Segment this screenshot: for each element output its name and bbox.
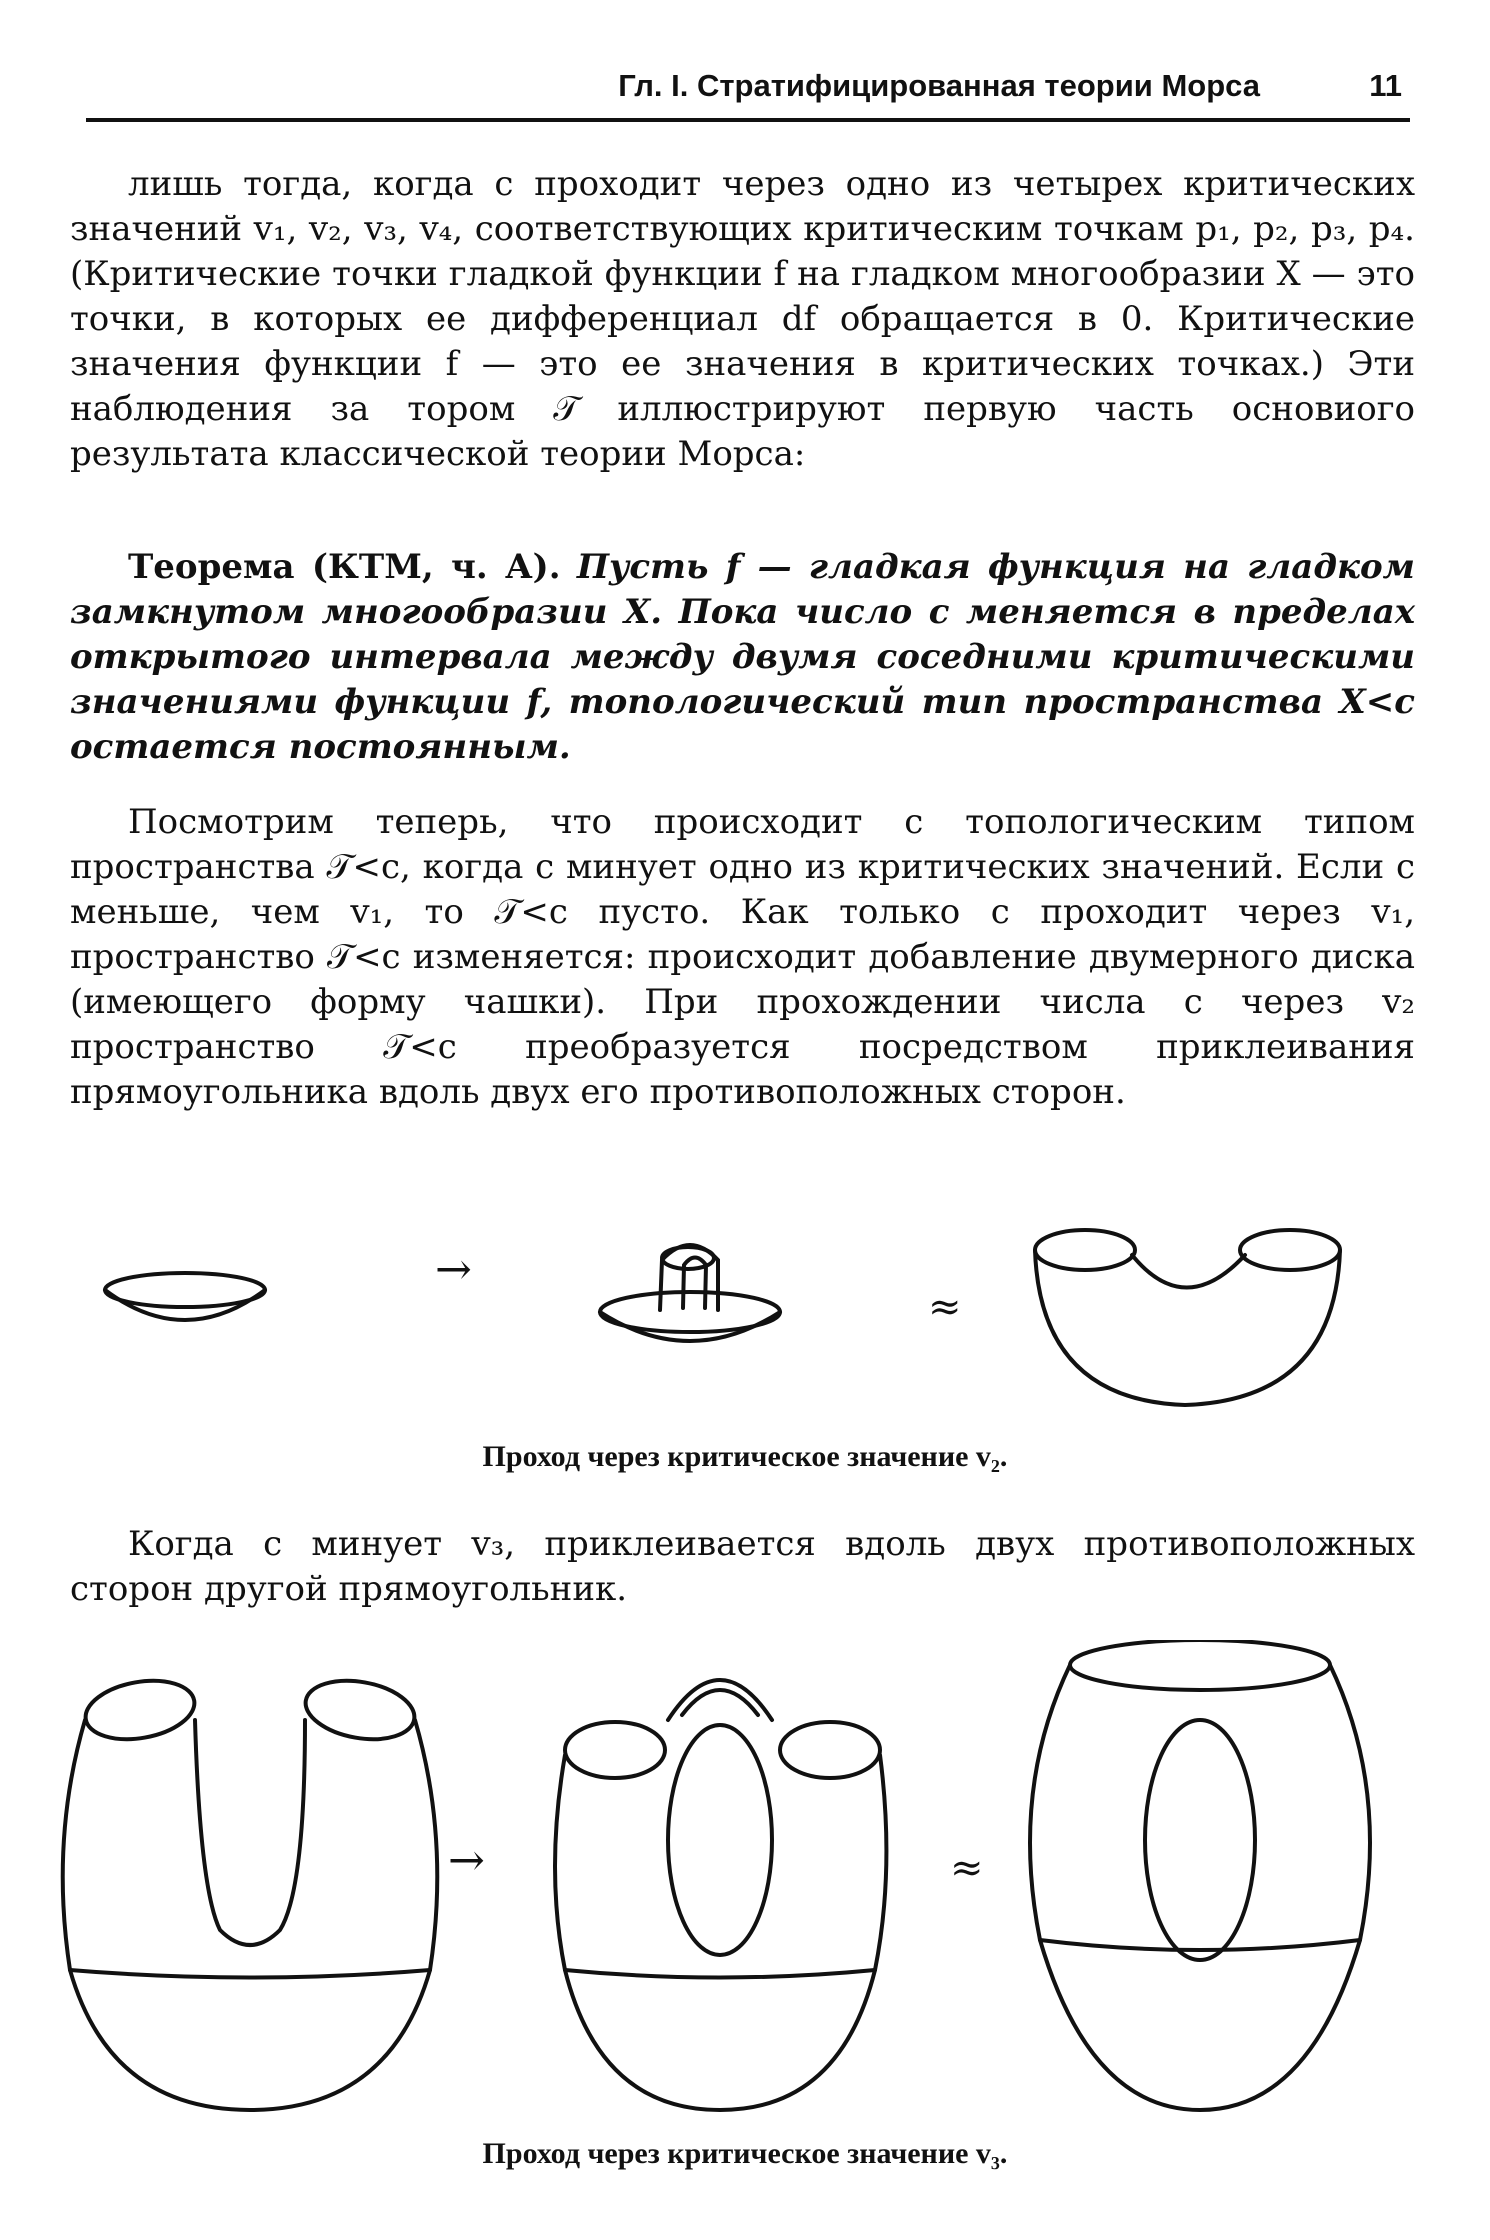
paragraph-2 (70, 800, 1415, 1115)
u-tube-shape (63, 1673, 438, 2110)
paragraph-3 (70, 1522, 1415, 1612)
theorem-statement: Пусть f — гладкая функция на гладком замкнутом многообразии X. Пока число c меняется в пределах открытого интервала между двумя соседними критическими значениями функции f, топологический тип пространства X<c остается постоянным. (70, 547, 1415, 767)
paragraph-2-text: Посмотрим теперь, что происходит с топологическим типом пространства 𝒯<c, когда c минует одно из критических значений. Если c меньше, чем v₁, то 𝒯<c пусто. Как только c проходит через v₁, пространство 𝒯<c изменяется: происходит добавление двумерного диска (имеющего форму чашки). При прохождении числа c через v₂ пространство 𝒯<c преобразуется посредством приклеивания прямоугольника вдоль двух его противоположных сторон. (70, 802, 1415, 1112)
bowl-shape (105, 1273, 265, 1320)
page-number: 11 (1369, 68, 1402, 103)
running-header (86, 60, 1410, 122)
figure-2-approx: ≈ (950, 1845, 984, 1891)
figure-1-approx: ≈ (928, 1284, 962, 1330)
theorem-text (70, 545, 1415, 770)
figure-2-caption: Проход через критическое значение v₃. (482, 2137, 1008, 2170)
figure-1-caption: Проход через критическое значение v₂. (482, 1440, 1008, 1473)
figure-2-drawing (0, 1640, 1490, 2120)
tube-with-handle-shape (555, 1680, 886, 2110)
bowl-with-handle-shape (600, 1245, 780, 1341)
tube-shape (1035, 1230, 1340, 1405)
figure-2 (0, 1640, 1490, 2120)
theorem-block (70, 545, 1415, 770)
figure-2-arrow: → (448, 1835, 485, 1886)
running-title: Гл. I. Стратифицированная теории Морса (618, 68, 1260, 103)
paragraph-1 (70, 162, 1415, 477)
figure-1-arrow: → (435, 1244, 472, 1295)
theorem-heading: Теорема (КТМ, ч. А). (128, 547, 561, 587)
figure-1-drawing (0, 1220, 1490, 1440)
paragraph-3-text: Когда c минует v₃, приклеивается вдоль двух противоположных сторон другой прямоугольник. (70, 1524, 1415, 1609)
egg-torus-shape (1030, 1640, 1370, 2110)
paragraph-1-text: лишь тогда, когда c проходит через одно из четырех критических значений v₁, v₂, v₃, v₄, соответствующих критическим точкам p₁, p₂, p₃, p₄. (Критические точки гладкой функции f на гладком многообразии X — это точки, в которых ее дифференциал df обращается в 0. Критические значения функции f — это ее значения в критических точках.) Эти наблюдения за тором 𝒯 иллюстрируют первую часть основиого результата классической теории Морса: (70, 164, 1415, 474)
